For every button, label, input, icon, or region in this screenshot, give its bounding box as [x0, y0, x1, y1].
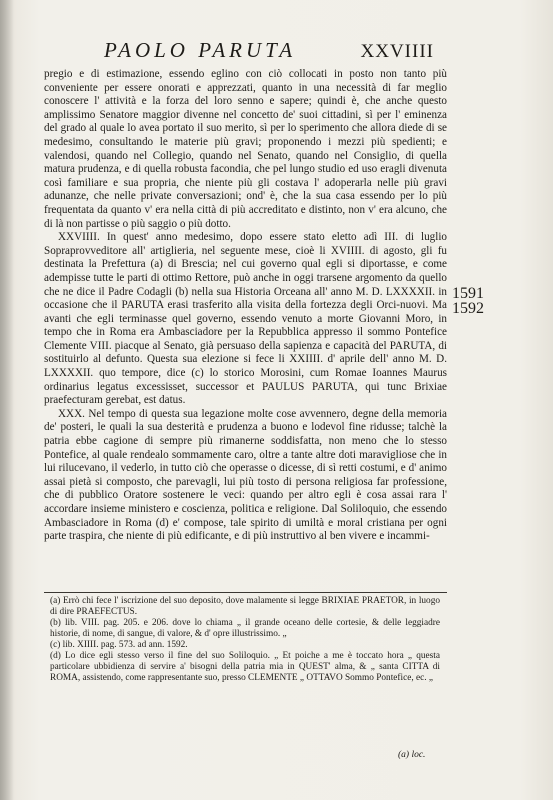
- footnote: (d) Lo dice egli stesso verso il fine del suo Soliloquio. „ Et poiche a me è toccato hora „ questa particolare ubbidienza di servire a' bisogni della patria mia in QUEST' alma, & „ santa CITTA di ROMA, assistendo, come rappresentante suo, presso CLEMENTE „ OTTAVO Sommo Pontefice, ec. „: [50, 651, 440, 683]
- page-number: XXVIIII: [360, 41, 434, 62]
- margin-year-1592: 1592: [452, 300, 484, 317]
- margin-year-1591: 1591: [452, 285, 484, 302]
- catchword: (a) loc.: [398, 750, 426, 760]
- paragraph: XXX. Nel tempo di questa sua legazione molte cose avvennero, degne della memoria de' posteri, le quali la sua desterità e prudenza a buono e lodevol fine ridusse; talchè la patria ebbe cagione di sempre più rimanerne soddisfatta, non meno che lo stesso Pontefice, al quale rendealo sommamente caro, oltre a tante altre doti maravigliose che in lui rilucevano, il vederlo, in tutto ciò che operasse o dicesse, di sì retti costumi, e d' animo assai pietà si composto, che parevagli, lui più tosto di persona religiosa far professione, che di pubblico Oratore sostenere le veci: quando per altro egli è cosa assai rara l' accordare insieme ministero e coscienza, politica e religione. Dal Soliloquio, che essendo Ambasciadore in Roma (d) e' compose, tale spirito di umiltà e moral cristiana per ogni parte traspira, che niente di più edificante, e di più instruttivo al ben vivere e incammi-: [44, 407, 447, 543]
- paragraph: XXVIIII. In quest' anno medesimo, dopo essere stato eletto adì III. di luglio Sopraprovveditore all' artiglieria, nel seguente mese, cioè li XVIIII. di agosto, gli fu destinata la Prefettura (a) di Brescia; nel cui governo qual egli si diportasse, e come adempisse tutte le parti di ottimo Rettore, può anche in oggi trarsene argomento da quello che ne dice il Padre Codagli (b) nella sua Historia Orceana all' anno M. D. LXXXXII. in occasione che il PARUTA erasi trasferito alla visita della fortezza degli Orci-nuovi. Ma avanti che egli terminasse quel governo, essendo venuto a morte Giovanni Moro, in tempo che in Roma era Ambasciadore per la Repubblica appresso il sommo Pontefice Clemente VIII. piacque al Senato, già persuaso della sapienza e capacità del PARUTA, di sostituirlo al defunto. Questa sua elezione si fece li XXIIII. d' aprile dell' anno M. D. LXXXXII. quo tempore, dice (c) lo storico Morosini, cum Romae Ioannes Maurus ordinarius legatus excessisset, successor et PAULUS PARUTA, qui tunc Brixiae praefecturam gerebat, est datus.: [44, 231, 447, 407]
- footnote: (c) lib. XIIII. pag. 573. ad ann. 1592.: [50, 640, 188, 650]
- paragraph: pregio e di estimazione, essendo eglino con ciò collocati in posto non tanto più conveniente per essere onorati e apprezzati, quanto in una necessità di far meglio conoscere l' attività e la forza del loro senno e sapere; quindi è, che anche questo amplissimo Senatore maggior divenne nel concetto de' suoi cittadini, sì per l' eminenza del grado al quale lo avea portato il suo merito, sì per lo sperimento che allora diede di se medesimo, consultando le materie più gravi; proponendo i mezzi più spedienti; e valendosi, quando nel Collegio, quando nel Senato, quando nel Consiglio, di quella matura prudenza, e di quella robusta facondia, che pel lungo studio ed uso eragli divenuta così familiare e sua propria, che niente più gli costava l' adoperarla nelle più gravi adunanze, che nelle private conversazioni; ond' è, che la sua casa essendo per lo più frequentata da quanto v' era nella città di più accreditato e distinto, non v' era alcuno, che di là non partisse o più saggio o più dotto.: [44, 68, 447, 230]
- footnote: (a) Errò chi fece l' iscrizione del suo deposito, dove malamente si legge BRIXIAE PRAETOR, in luogo di dire PRAEFECTUS.: [50, 596, 440, 617]
- footnote-rule: [44, 592, 447, 593]
- header-title: PAOLO PARUTA: [104, 38, 297, 62]
- footnotes: [50, 596, 440, 684]
- running-header: [104, 38, 434, 63]
- binding-shadow: [0, 0, 14, 800]
- footnote: (b) lib. VIII. pag. 205. e 206. dove lo chiama „ il grande oceano delle cortesie, & delle leggiadre historie, di nome, di sangue, di valore, & d' opre illustrissimo. „: [50, 618, 440, 639]
- main-text: [44, 68, 447, 544]
